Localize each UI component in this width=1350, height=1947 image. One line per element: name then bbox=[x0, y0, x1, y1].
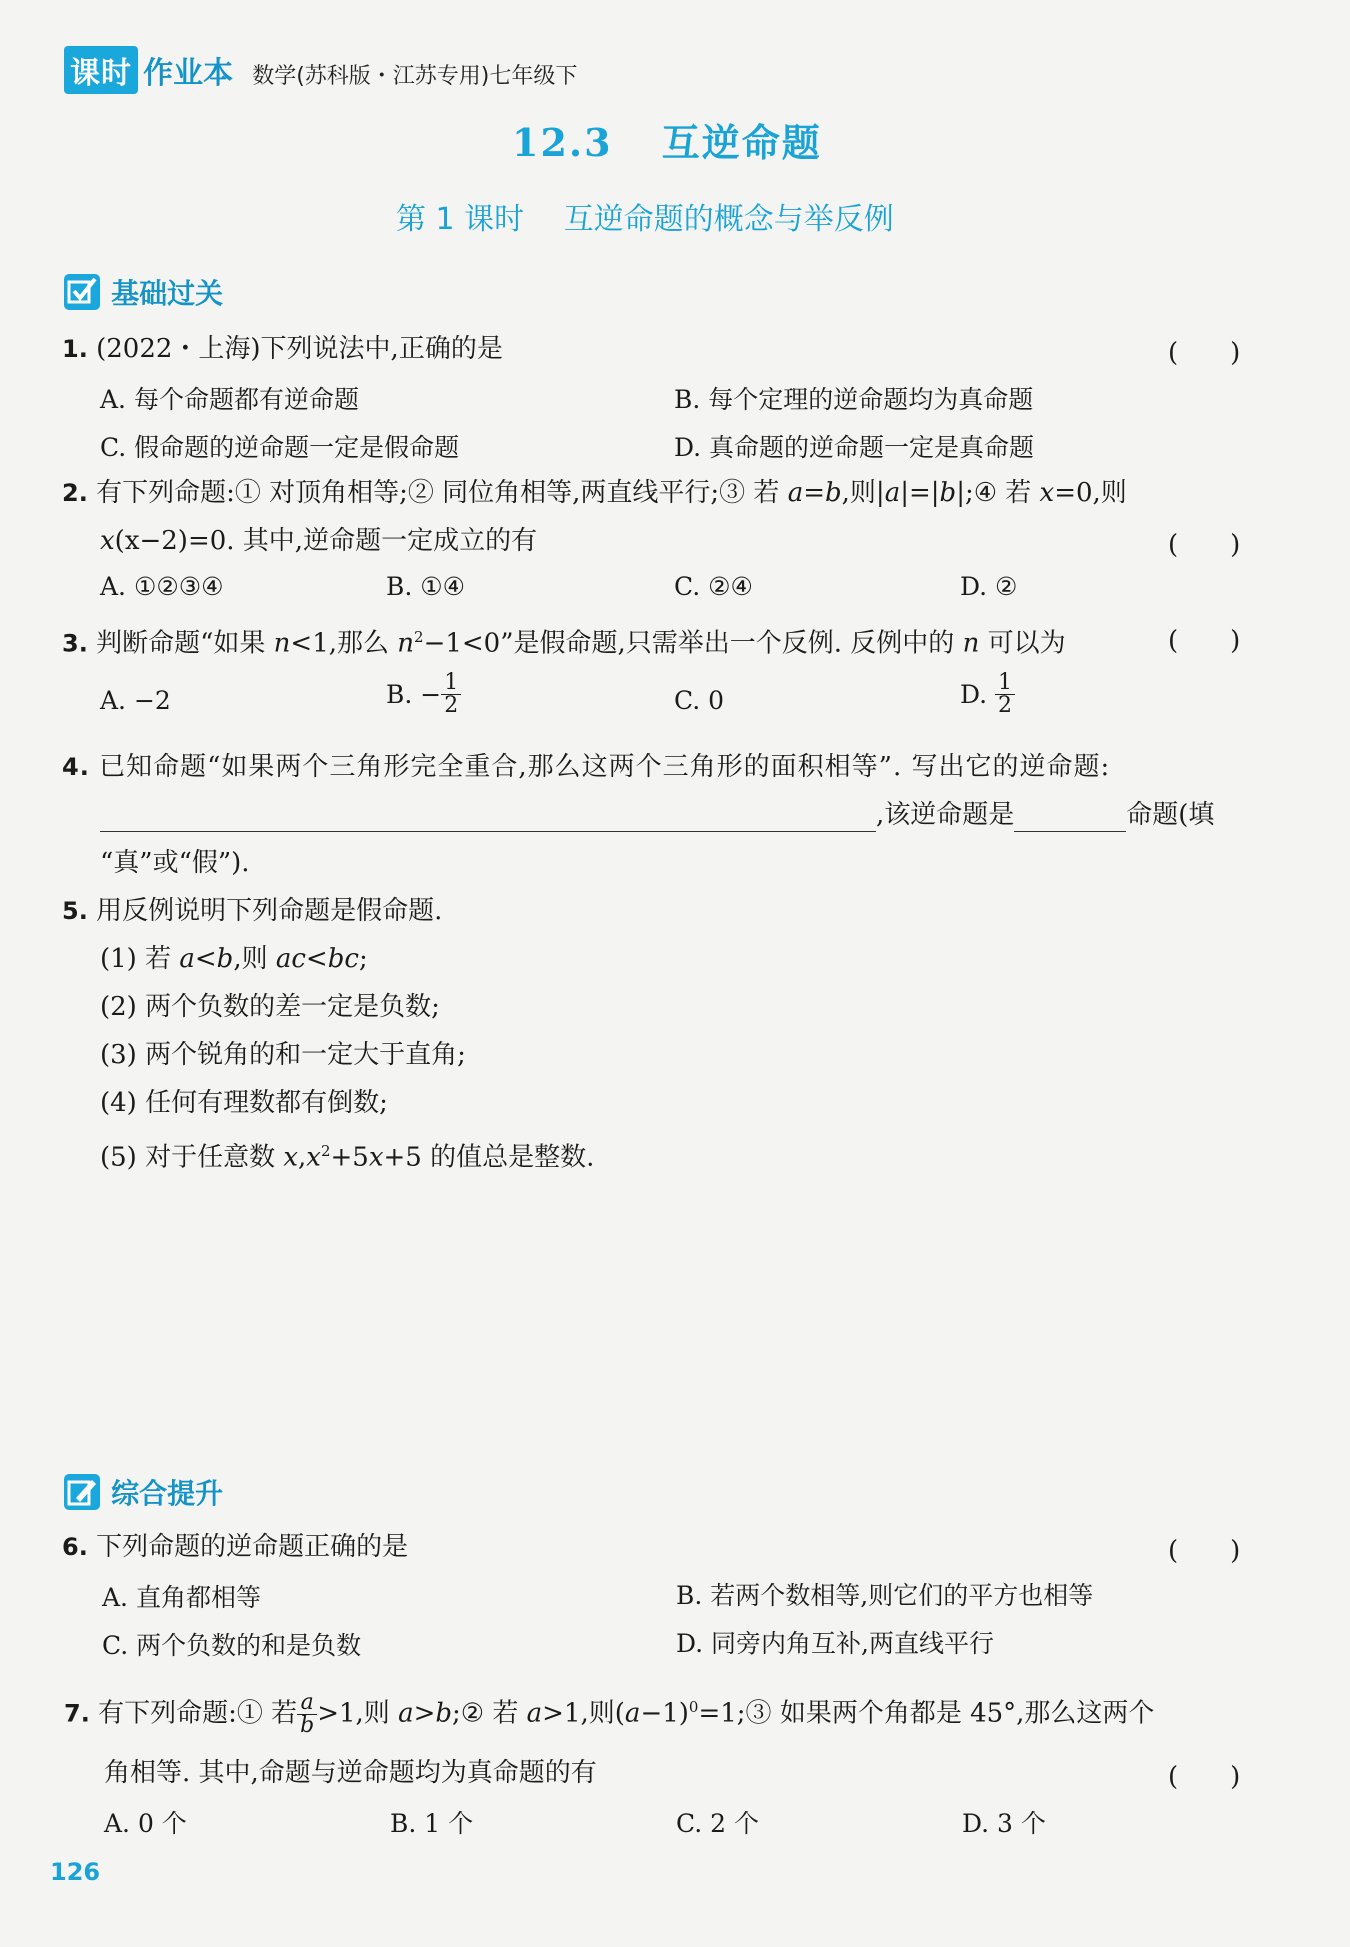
section-basic-label: 基础过关 bbox=[111, 277, 224, 310]
lesson-topic: 互逆命题的概念与举反例 bbox=[563, 202, 894, 237]
question-4-line2 bbox=[100, 798, 1214, 832]
option-a: A. −2 bbox=[100, 686, 171, 715]
var: a bbox=[398, 1698, 414, 1729]
var: bc bbox=[327, 944, 359, 974]
question-6 bbox=[62, 1530, 408, 1564]
question-stem: 下列命题的逆命题正确的是 bbox=[96, 1532, 409, 1562]
stem-part: |=| bbox=[900, 478, 940, 508]
option-b bbox=[386, 672, 461, 717]
question-7 bbox=[64, 1690, 1154, 1737]
sub-question-3: (3) 两个锐角的和一定大于直角; bbox=[100, 1040, 466, 1070]
option-d: D. 真命题的逆命题一定是真命题 bbox=[674, 433, 1035, 462]
question-stem: 用反例说明下列命题是假命题. bbox=[96, 896, 443, 926]
option-b: B. 每个定理的逆命题均为真命题 bbox=[674, 385, 1034, 414]
var: b bbox=[939, 478, 957, 508]
stem-part: −1<0”是假命题,只需举出一个反例. 反例中的 bbox=[423, 628, 963, 659]
stem-part: > bbox=[413, 1698, 436, 1729]
option-d: D. 3 个 bbox=[962, 1809, 1046, 1838]
option-label: B. − bbox=[386, 680, 442, 709]
question-number: 1. bbox=[62, 335, 88, 363]
var: b bbox=[825, 478, 842, 508]
var: ac bbox=[275, 944, 306, 974]
fraction-den: b bbox=[300, 1713, 315, 1739]
option-c: C. 0 bbox=[674, 686, 725, 715]
page-number: 126 bbox=[50, 1858, 101, 1886]
stem-part: = bbox=[803, 478, 826, 508]
stem-part: =0,则 bbox=[1054, 478, 1127, 508]
stem-part: 命题(填 bbox=[1126, 800, 1215, 830]
stem-part: 有下列命题:① 对顶角相等;② 同位角相等,两直线平行;③ 若 bbox=[96, 478, 788, 508]
stem-part: (x−2)=0. 其中,逆命题一定成立的有 bbox=[114, 526, 538, 556]
var: n bbox=[962, 628, 980, 659]
var: x bbox=[368, 1142, 384, 1173]
var: x bbox=[100, 526, 115, 556]
question-number: 6. bbox=[62, 1533, 88, 1561]
option-b: B. 1 个 bbox=[390, 1809, 474, 1838]
sub-question-4: (4) 任何有理数都有倒数; bbox=[100, 1088, 388, 1118]
section-title bbox=[512, 112, 822, 167]
answer-bracket: ( ) bbox=[1168, 1536, 1241, 1566]
question-number: 2. bbox=[62, 479, 88, 507]
stem-part: ; bbox=[358, 944, 368, 974]
question-number: 5. bbox=[62, 897, 88, 925]
answer-blank[interactable] bbox=[100, 801, 876, 832]
option-d bbox=[960, 672, 1015, 717]
question-4 bbox=[62, 750, 1110, 784]
fraction-den: 2 bbox=[444, 693, 459, 718]
answer-bracket: ( ) bbox=[1168, 530, 1241, 560]
stem-part: ,该逆命题是 bbox=[876, 800, 1015, 830]
section-basic bbox=[64, 272, 223, 312]
superscript: 0 bbox=[688, 1698, 699, 1716]
stem-part: >1,则 bbox=[317, 1698, 399, 1729]
question-stem: 已知命题“如果两个三角形完全重合,那么这两个三角形的面积相等”. 写出它的逆命题: bbox=[99, 752, 1111, 782]
question-2 bbox=[62, 476, 1127, 510]
option-label: D. bbox=[960, 680, 996, 709]
option-c: C. ②④ bbox=[674, 572, 753, 601]
option-b: B. ①④ bbox=[386, 572, 466, 601]
option-a: A. ①②③④ bbox=[100, 572, 224, 601]
stem-part: < bbox=[194, 944, 217, 974]
fraction-num: 1 bbox=[441, 672, 461, 695]
stem-part: >1,则( bbox=[542, 1698, 625, 1729]
option-c: C. 假命题的逆命题一定是假命题 bbox=[100, 433, 460, 462]
answer-bracket: ( ) bbox=[1168, 626, 1241, 656]
stem-part: (5) 对于任意数 bbox=[100, 1142, 284, 1173]
var: a bbox=[526, 1698, 543, 1729]
var: b bbox=[216, 944, 234, 974]
fraction-den: 2 bbox=[998, 693, 1013, 718]
section-advanced-label: 综合提升 bbox=[111, 1477, 224, 1510]
answer-blank[interactable] bbox=[1014, 801, 1126, 832]
var: a bbox=[624, 1698, 641, 1729]
question-5 bbox=[62, 894, 442, 928]
question-4-line3: “真”或“假”). bbox=[100, 848, 250, 878]
stem-part: , bbox=[298, 1142, 307, 1173]
fraction bbox=[995, 672, 1015, 717]
stem-part: |;④ 若 bbox=[956, 478, 1040, 508]
question-3 bbox=[62, 620, 1066, 661]
var: a bbox=[787, 478, 804, 508]
question-stem: (2022・上海)下列说法中,正确的是 bbox=[96, 334, 503, 364]
question-7-line2: 角相等. 其中,命题与逆命题均为真命题的有 bbox=[104, 1758, 597, 1788]
sub-question-5 bbox=[100, 1134, 594, 1175]
question-number: 4. bbox=[62, 753, 90, 781]
header bbox=[64, 46, 577, 94]
option-a: A. 直角都相等 bbox=[102, 1583, 261, 1612]
fraction bbox=[441, 672, 461, 717]
question-2-line2 bbox=[100, 524, 537, 558]
stem-part: 判断命题“如果 bbox=[96, 628, 274, 659]
stem-part: 有下列命题:① 若 bbox=[98, 1698, 298, 1729]
brand-logo: 课时 bbox=[64, 46, 138, 94]
superscript: 2 bbox=[414, 628, 424, 646]
question-number: 7. bbox=[64, 1699, 90, 1728]
section-advanced bbox=[64, 1472, 223, 1512]
answer-bracket: ( ) bbox=[1168, 338, 1241, 368]
sub-question-2: (2) 两个负数的差一定是负数; bbox=[100, 992, 440, 1022]
option-a: A. 每个命题都有逆命题 bbox=[100, 385, 359, 414]
fraction-num: 1 bbox=[995, 672, 1015, 695]
section-name: 互逆命题 bbox=[661, 120, 822, 165]
stem-part: ;② 若 bbox=[452, 1698, 527, 1729]
option-b: B. 若两个数相等,则它们的平方也相等 bbox=[676, 1581, 1094, 1610]
sub-question-1 bbox=[100, 942, 368, 976]
var: a bbox=[179, 944, 195, 974]
stem-part: <1,那么 bbox=[290, 628, 398, 659]
lesson-number: 第 1 课时 bbox=[396, 202, 525, 237]
var: n bbox=[273, 628, 291, 659]
var: b bbox=[435, 1698, 453, 1729]
var: a bbox=[884, 478, 901, 508]
option-c: C. 两个负数的和是负数 bbox=[102, 1631, 362, 1660]
var: x bbox=[283, 1142, 299, 1173]
option-d: D. ② bbox=[960, 572, 1018, 601]
pencil-note-icon bbox=[64, 1474, 100, 1510]
question-1 bbox=[62, 332, 503, 366]
var: x bbox=[306, 1142, 321, 1173]
stem-part: ,则 bbox=[233, 944, 276, 974]
question-number: 3. bbox=[62, 629, 88, 658]
option-a: A. 0 个 bbox=[104, 1809, 187, 1838]
stem-part: −1) bbox=[640, 1698, 689, 1729]
stem-part: < bbox=[305, 944, 328, 974]
stem-part: (1) 若 bbox=[100, 944, 180, 974]
var: x bbox=[1039, 478, 1055, 508]
option-d: D. 同旁内角互补,两直线平行 bbox=[676, 1629, 994, 1658]
stem-part: ,则| bbox=[841, 478, 885, 508]
lesson-title bbox=[396, 194, 894, 238]
var: n bbox=[397, 628, 415, 659]
answer-bracket: ( ) bbox=[1168, 1762, 1241, 1792]
stem-part: =1;③ 如果两个角都是 45°,那么这两个 bbox=[698, 1698, 1155, 1729]
section-number: 12.3 bbox=[512, 120, 613, 165]
stem-part: +5 的值总是整数. bbox=[383, 1142, 595, 1173]
checkbox-icon bbox=[64, 274, 100, 310]
superscript: 2 bbox=[320, 1142, 331, 1160]
stem-part: 可以为 bbox=[979, 628, 1066, 659]
option-c: C. 2 个 bbox=[676, 1809, 759, 1838]
fraction-num: a bbox=[297, 1692, 317, 1715]
fraction bbox=[297, 1692, 317, 1737]
stem-part: +5 bbox=[330, 1142, 369, 1173]
brand-suffix: 作业本 bbox=[143, 56, 234, 91]
header-subtitle: 数学(苏科版・江苏专用)七年级下 bbox=[252, 64, 578, 89]
